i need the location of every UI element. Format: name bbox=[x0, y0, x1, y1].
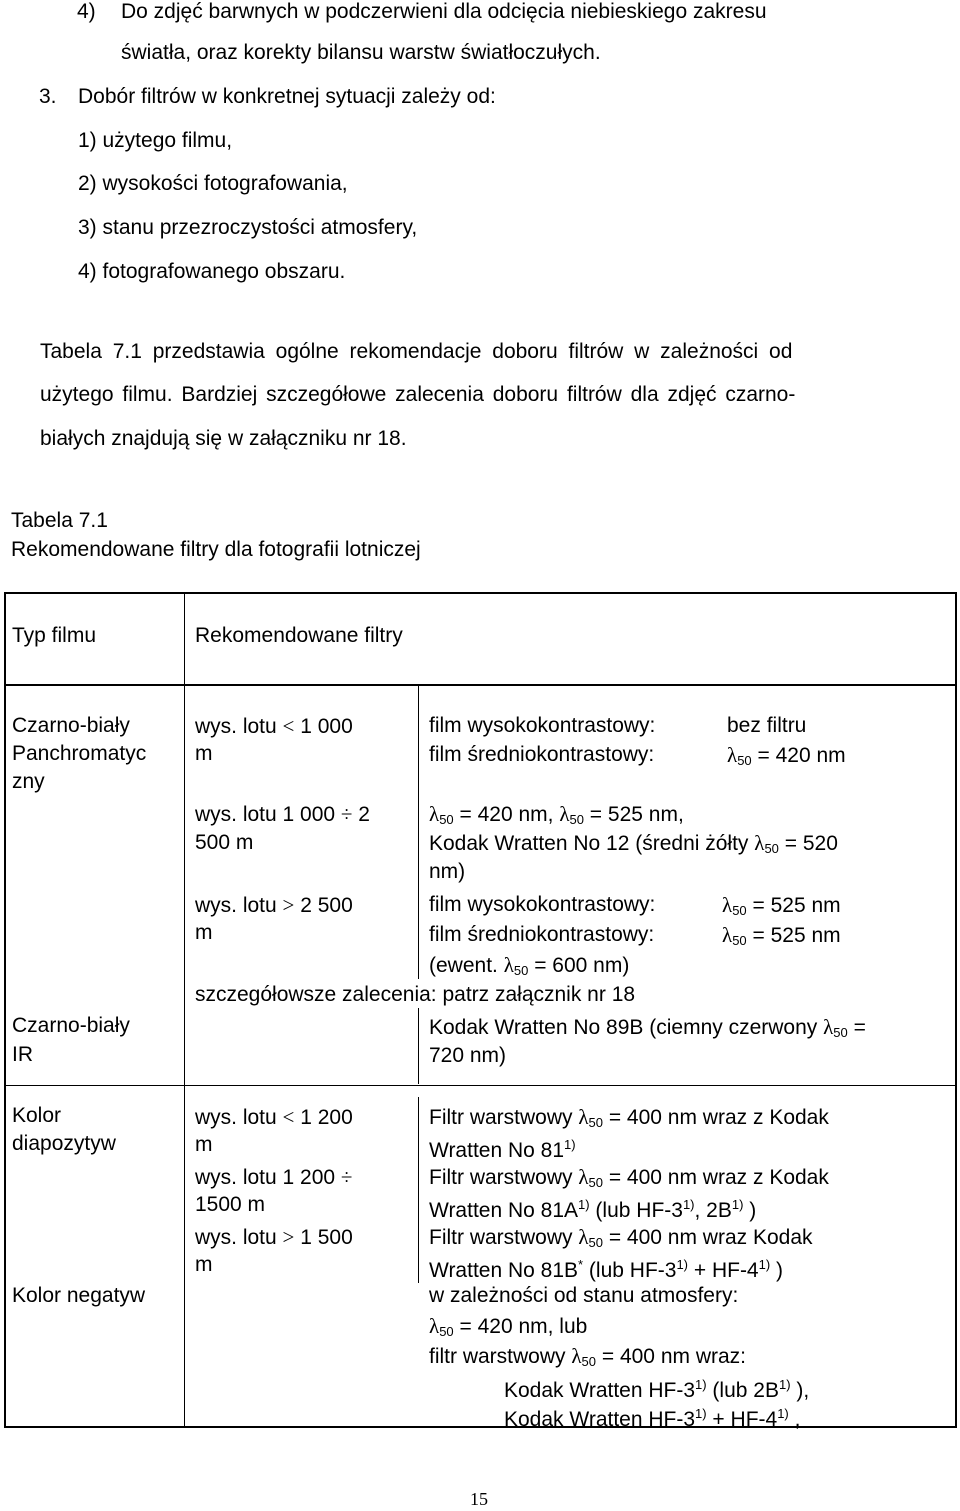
filter-ir-line-2: 720 nm) bbox=[429, 1044, 507, 1067]
list-item-4-number: 4) bbox=[77, 0, 96, 23]
film-bw-pan-line-2: Panchromatyc bbox=[12, 742, 147, 765]
list-item-3-number: 3. bbox=[39, 85, 57, 108]
filter-negative-line-4: Kodak Wratten HF-3$^{1)}$ (lub $2B^{1)}$ ), bbox=[504, 1377, 810, 1402]
filter-bw-3-high-contrast-label: film wysokokontrastowy: bbox=[429, 893, 656, 916]
table-column-separator-2b bbox=[418, 1008, 419, 1084]
table-border-top bbox=[4, 592, 957, 594]
filter-bw-3-high-contrast-value: $\lambda_{50} = 525$ nm bbox=[722, 893, 841, 918]
header-filters: Rekomendowane filtry bbox=[195, 624, 403, 647]
altitude-color-3: wys. lotu > 1 500 bbox=[195, 1225, 353, 1249]
header-film-type: Typ filmu bbox=[12, 624, 97, 647]
table-column-separator-2c bbox=[418, 1097, 419, 1283]
list-item-3-text: Dobór filtrów w konkretnej sytuacji zależy od: bbox=[78, 85, 496, 108]
sublist-item-1: 1) użytego filmu, bbox=[78, 129, 233, 152]
altitude-bw-3-unit: m bbox=[195, 921, 213, 944]
page-number: 15 bbox=[470, 1489, 488, 1509]
filter-bw-3-mid-contrast-value: $\lambda_{50} = 525$ nm bbox=[722, 923, 841, 948]
filter-negative-line-1: w zależności od stanu atmosfery: bbox=[429, 1284, 739, 1307]
sublist-item-4: 4) fotografowanego obszaru. bbox=[78, 260, 346, 283]
altitude-color-1-unit: m bbox=[195, 1133, 213, 1156]
altitude-color-3-unit: m bbox=[195, 1253, 213, 1276]
altitude-color-1: wys. lotu < 1 200 bbox=[195, 1105, 353, 1129]
paragraph-line-2: użytego filmu. Bardziej szczegółowe zalecenia doboru filtrów dla zdjęć czarno- bbox=[40, 383, 796, 406]
altitude-color-2: wys. lotu 1 200 ÷ bbox=[195, 1165, 353, 1189]
table-column-separator-1 bbox=[184, 592, 185, 1428]
paragraph-line-1: Tabela 7.1 przedstawia ogólne rekomendacje doboru filtrów w zależności od bbox=[40, 340, 793, 363]
table-caption-title: Rekomendowane filtry dla fotografii lotniczej bbox=[11, 538, 421, 561]
table-group-separator bbox=[4, 1085, 957, 1086]
film-color-slide-line-1: Kolor bbox=[12, 1104, 62, 1127]
filter-bw-2-line-1: $\lambda_{50} = 420$ nm, $\lambda_{50} = 525$ nm, bbox=[429, 802, 684, 827]
filter-color-1-line-1: Filtr warstwowy $\lambda_{50} = 400$ nm wraz z Kodak bbox=[429, 1105, 829, 1130]
filter-color-1-line-2: Wratten No 81$^{1)}$ bbox=[429, 1137, 576, 1162]
sublist-item-3: 3) stanu przezroczystości atmosfery, bbox=[78, 216, 418, 239]
film-color-slide-line-2: diapozytyw bbox=[12, 1132, 116, 1155]
table-border-right bbox=[955, 592, 957, 1428]
sublist-item-2: 2) wysokości fotografowania, bbox=[78, 172, 348, 195]
table-header-separator bbox=[4, 684, 957, 686]
table-caption-number: Tabela 7.1 bbox=[11, 509, 108, 532]
filter-bw-2-line-2: Kodak Wratten No 12 (średni żółty $\lambda_{50} = 520$ bbox=[429, 831, 838, 856]
filter-bw-high-contrast-value: bez filtru bbox=[727, 714, 807, 737]
filter-negative-line-3: filtr warstwowy $\lambda_{50} = 400$ nm wraz: bbox=[429, 1344, 746, 1369]
table-column-separator-2a bbox=[418, 684, 419, 979]
filter-bw-mid-contrast-label: film średniokontrastowy: bbox=[429, 743, 655, 766]
filter-color-2-line-2: Wratten No $81A^{1)}$ (lub HF-3$^{1)}$, $2B^{1)}$ ) bbox=[429, 1197, 757, 1222]
list-item-4-text-cont: światła, oraz korekty bilansu warstw światłoczułych. bbox=[121, 41, 601, 64]
altitude-bw-2-cont: 500 m bbox=[195, 831, 254, 854]
altitude-color-2-cont: 1500 m bbox=[195, 1193, 266, 1216]
filter-color-3-line-2: Wratten No 81B* (lub $HF-3^{1)} + HF-4^{1)}$ ) bbox=[429, 1257, 784, 1282]
list-item-4-text: Do zdjęć barwnych w podczerwieni dla odcięcia niebieskiego zakresu bbox=[121, 0, 767, 23]
film-bw-pan-line-3: zny bbox=[12, 770, 45, 793]
filter-negative-line-5: Kodak Wratten $HF-3^{1)} + HF-4^{1)}$ , bbox=[504, 1406, 801, 1431]
film-bw-ir-line-1: Czarno-biały bbox=[12, 1014, 130, 1037]
filter-bw-3-alternative: (ewent. $\lambda_{50} = 600$ nm) bbox=[429, 953, 630, 978]
filter-color-2-line-1: Filtr warstwowy $\lambda_{50} = 400$ nm wraz z Kodak bbox=[429, 1165, 829, 1190]
bw-details-reference: szczegółowsze zalecenia: patrz załącznik nr 18 bbox=[195, 983, 636, 1006]
filter-negative-line-2: $\lambda_{50} = 420$ nm, lub bbox=[429, 1314, 588, 1339]
filter-ir-line-1: Kodak Wratten No 89B (ciemny czerwony $\lambda_{50}$ = bbox=[429, 1015, 866, 1040]
filter-bw-mid-contrast-value: $\lambda_{50} = 420$ nm bbox=[727, 743, 846, 768]
film-bw-pan-line-1: Czarno-biały bbox=[12, 714, 130, 737]
altitude-bw-2: wys. lotu 1 000 ÷ 2 bbox=[195, 802, 370, 826]
table-border-left bbox=[4, 592, 6, 1428]
paragraph-line-3: białych znajdują się w załączniku nr 18. bbox=[40, 427, 407, 450]
filter-bw-2-line-3: nm) bbox=[429, 860, 466, 883]
table-border-bottom bbox=[4, 1426, 957, 1428]
filter-bw-high-contrast-label: film wysokokontrastowy: bbox=[429, 714, 656, 737]
filter-color-3-line-1: Filtr warstwowy $\lambda_{50} = 400$ nm wraz Kodak bbox=[429, 1225, 813, 1250]
altitude-bw-3: wys. lotu > 2 500 bbox=[195, 893, 353, 917]
film-color-negative: Kolor negatyw bbox=[12, 1284, 146, 1307]
altitude-bw-1: wys. lotu < 1 000 bbox=[195, 714, 353, 738]
filter-bw-3-mid-contrast-label: film średniokontrastowy: bbox=[429, 923, 655, 946]
altitude-bw-1-unit: m bbox=[195, 742, 213, 765]
film-bw-ir-line-2: IR bbox=[12, 1043, 33, 1066]
